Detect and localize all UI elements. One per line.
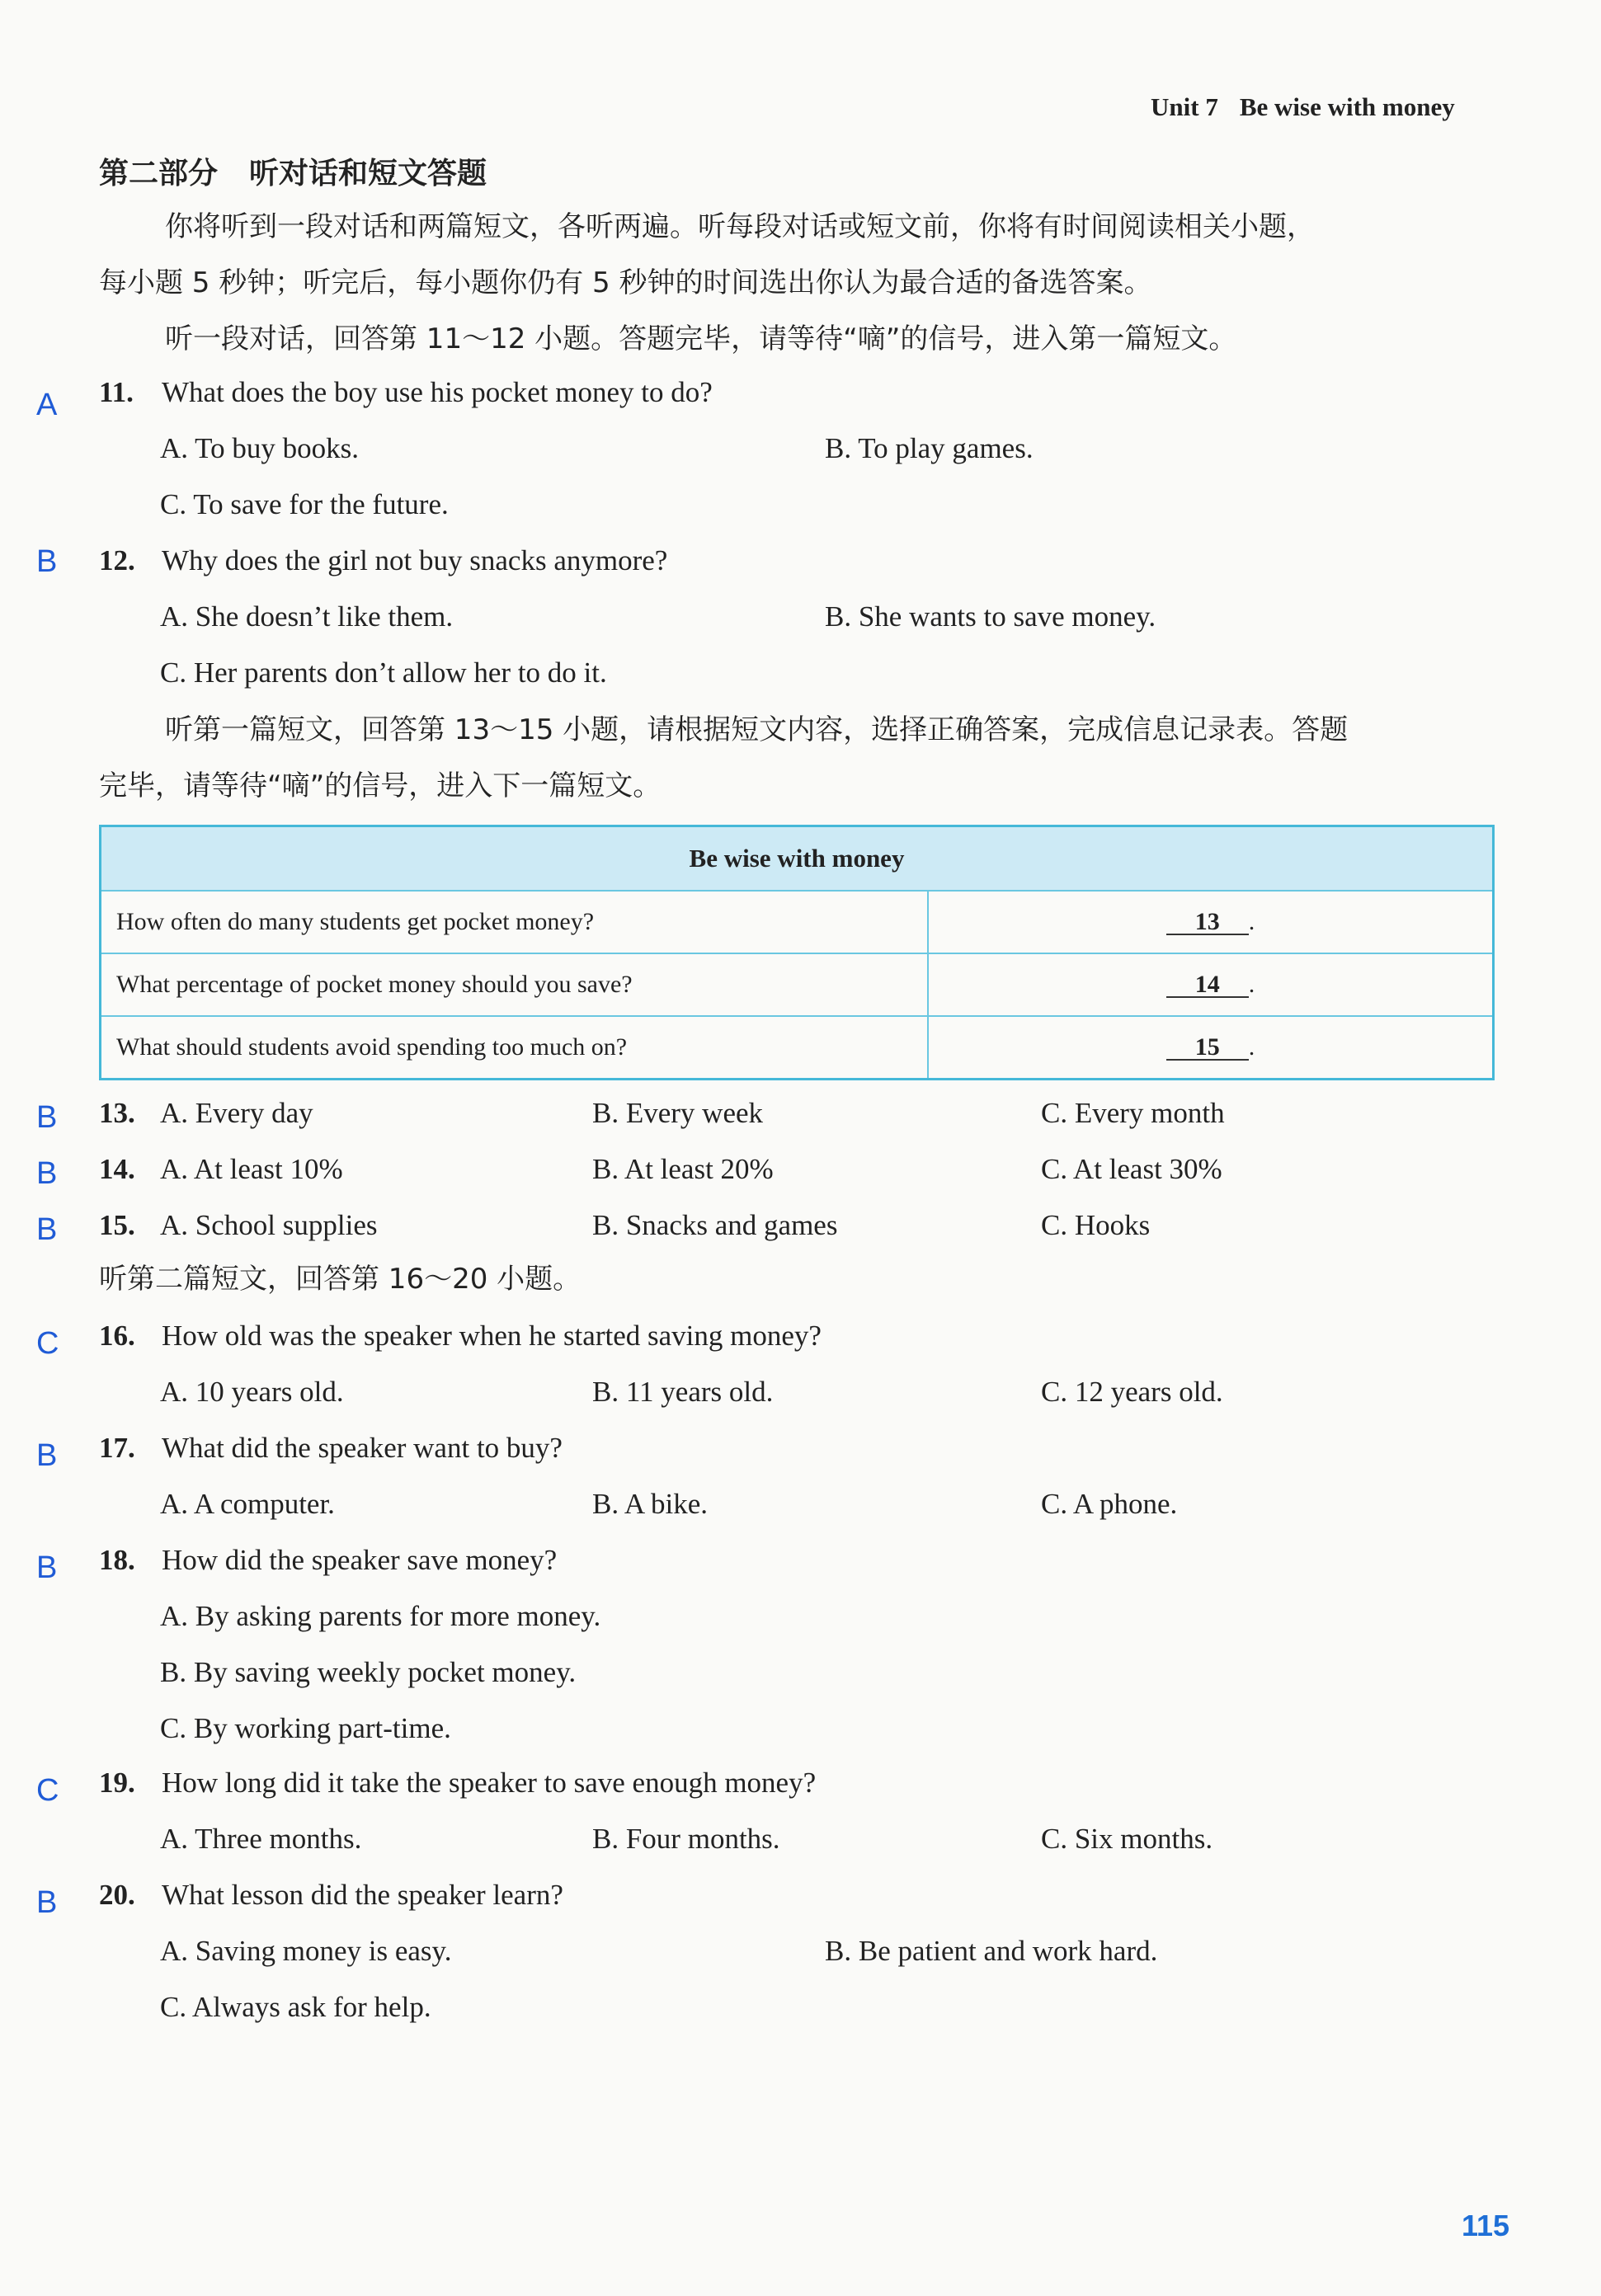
unit-title: Be wise with money <box>1239 92 1455 121</box>
answer-mark: B <box>36 1885 58 1920</box>
option-c[interactable]: C. Her parents don’t allow her to do it. <box>160 656 607 689</box>
table-title: Be wise with money <box>101 826 1494 892</box>
answer-mark: B <box>36 1438 58 1473</box>
answer-mark: B <box>36 1100 58 1135</box>
option-a[interactable]: A. She doesn’t like them. <box>160 600 454 633</box>
option-c[interactable]: C. By working part-time. <box>160 1712 451 1744</box>
answer-mark: B <box>36 1156 58 1191</box>
option-b[interactable]: B. By saving weekly pocket money. <box>160 1656 577 1688</box>
option-a[interactable]: A. By asking parents for more money. <box>160 1600 601 1632</box>
option-a[interactable]: A. To buy books. <box>160 432 359 464</box>
section-part: 第二部分 <box>99 157 219 191</box>
running-header <box>1151 92 1455 122</box>
option-c[interactable]: C. To save for the future. <box>160 488 449 520</box>
answer-blank[interactable]: 15 <box>1166 1036 1249 1061</box>
option-b[interactable]: B. 11 years old. <box>592 1376 774 1408</box>
section-name: 听对话和短文答题 <box>249 157 487 191</box>
question-15 <box>99 1209 162 1242</box>
option-b[interactable]: B. Snacks and games <box>592 1209 838 1241</box>
question-11 <box>99 376 713 409</box>
option-b[interactable]: B. Every week <box>592 1097 764 1129</box>
question-number: 11. <box>99 376 134 408</box>
option-a[interactable]: A. Saving money is easy. <box>160 1935 452 1967</box>
option-b[interactable]: B. A bike. <box>592 1488 709 1520</box>
question-16 <box>99 1320 822 1353</box>
answer-blank[interactable]: 13 <box>1166 910 1249 935</box>
option-c[interactable]: C. Six months. <box>1041 1823 1213 1855</box>
page-number: 115 <box>1462 2209 1510 2242</box>
question-text: How long did it take the speaker to save enough money? <box>162 1767 817 1799</box>
option-a[interactable]: A. School supplies <box>160 1209 378 1241</box>
question-18 <box>99 1544 557 1577</box>
option-b[interactable]: B. She wants to save money. <box>825 600 1156 633</box>
question-12 <box>99 544 667 577</box>
option-c[interactable]: C. Every month <box>1041 1097 1225 1129</box>
answer-mark: C <box>36 1326 59 1361</box>
question-number: 20. <box>99 1879 135 1911</box>
section-title <box>99 150 487 192</box>
option-b[interactable]: B. Four months. <box>592 1823 780 1855</box>
option-b[interactable]: B. At least 20% <box>592 1153 774 1185</box>
instruction-line-2: 每小题 5 秒钟；听完后，每小题你仍有 5 秒钟的时间选出你认为最合适的备选答案。 <box>99 266 1152 299</box>
option-a[interactable]: A. Three months. <box>160 1823 362 1855</box>
question-text: Why does the girl not buy snacks anymore? <box>162 544 668 576</box>
question-number: 17. <box>99 1432 135 1464</box>
answer-blank[interactable]: 14 <box>1166 973 1249 998</box>
question-text: How did the speaker save money? <box>162 1544 558 1576</box>
table-row <box>101 1016 1494 1080</box>
question-number: 18. <box>99 1544 135 1576</box>
table-answer-cell[interactable]: 14 . <box>928 953 1494 1016</box>
option-a[interactable]: A. At least 10% <box>160 1153 343 1185</box>
dialogue-instruction: 听一段对话，回答第 11～12 小题。答题完毕，请等待“嘀”的信号，进入第一篇短文。 <box>165 322 1237 355</box>
instruction-line-1: 你将听到一段对话和两篇短文，各听两遍。听每段对话或短文前，你将有时间阅读相关小题， <box>165 210 1315 243</box>
table-question: What should students avoid spending too much on? <box>101 1016 929 1080</box>
passage1-instruction-line-2: 完毕，请等待“嘀”的信号，进入下一篇短文。 <box>99 769 662 802</box>
question-number: 12. <box>99 544 135 576</box>
passage1-instruction-line-1: 听第一篇短文，回答第 13～15 小题，请根据短文内容，选择正确答案，完成信息记录表。答题 <box>165 713 1349 746</box>
question-number: 15. <box>99 1209 135 1241</box>
option-a[interactable]: A. A computer. <box>160 1488 335 1520</box>
table-question: What percentage of pocket money should you save? <box>101 953 929 1016</box>
answer-mark: B <box>36 1212 58 1247</box>
answer-mark: B <box>36 544 58 579</box>
table-row <box>101 953 1494 1016</box>
option-c[interactable]: C. A phone. <box>1041 1488 1178 1520</box>
question-20 <box>99 1879 563 1912</box>
question-text: How old was the speaker when he started saving money? <box>162 1320 822 1352</box>
question-19 <box>99 1767 816 1800</box>
option-c[interactable]: C. Hooks <box>1041 1209 1151 1241</box>
question-text: What does the boy use his pocket money to do? <box>162 376 713 408</box>
question-13 <box>99 1097 162 1130</box>
table-question: How often do many students get pocket money? <box>101 891 929 953</box>
answer-mark: C <box>36 1773 59 1808</box>
option-a[interactable]: A. Every day <box>160 1097 313 1129</box>
table-answer-cell[interactable]: 15 . <box>928 1016 1494 1080</box>
option-b[interactable]: B. Be patient and work hard. <box>825 1935 1158 1967</box>
option-c[interactable]: C. At least 30% <box>1041 1153 1222 1185</box>
answer-mark: A <box>36 388 58 422</box>
question-number: 16. <box>99 1320 135 1352</box>
answer-mark: B <box>36 1550 58 1585</box>
question-17 <box>99 1432 563 1465</box>
passage2-instruction: 听第二篇短文，回答第 16～20 小题。 <box>99 1263 582 1296</box>
question-14 <box>99 1153 162 1186</box>
question-number: 14. <box>99 1153 135 1185</box>
info-record-table <box>99 825 1495 1080</box>
option-b[interactable]: B. To play games. <box>825 432 1034 464</box>
option-a[interactable]: A. 10 years old. <box>160 1376 344 1408</box>
option-c[interactable]: C. 12 years old. <box>1041 1376 1223 1408</box>
unit-label: Unit 7 <box>1151 92 1218 121</box>
table-answer-cell[interactable]: 13 . <box>928 891 1494 953</box>
question-text: What did the speaker want to buy? <box>162 1432 563 1464</box>
option-c[interactable]: C. Always ask for help. <box>160 1991 431 2023</box>
question-number: 19. <box>99 1767 135 1799</box>
question-text: What lesson did the speaker learn? <box>162 1879 563 1911</box>
table-row <box>101 891 1494 953</box>
question-number: 13. <box>99 1097 135 1129</box>
